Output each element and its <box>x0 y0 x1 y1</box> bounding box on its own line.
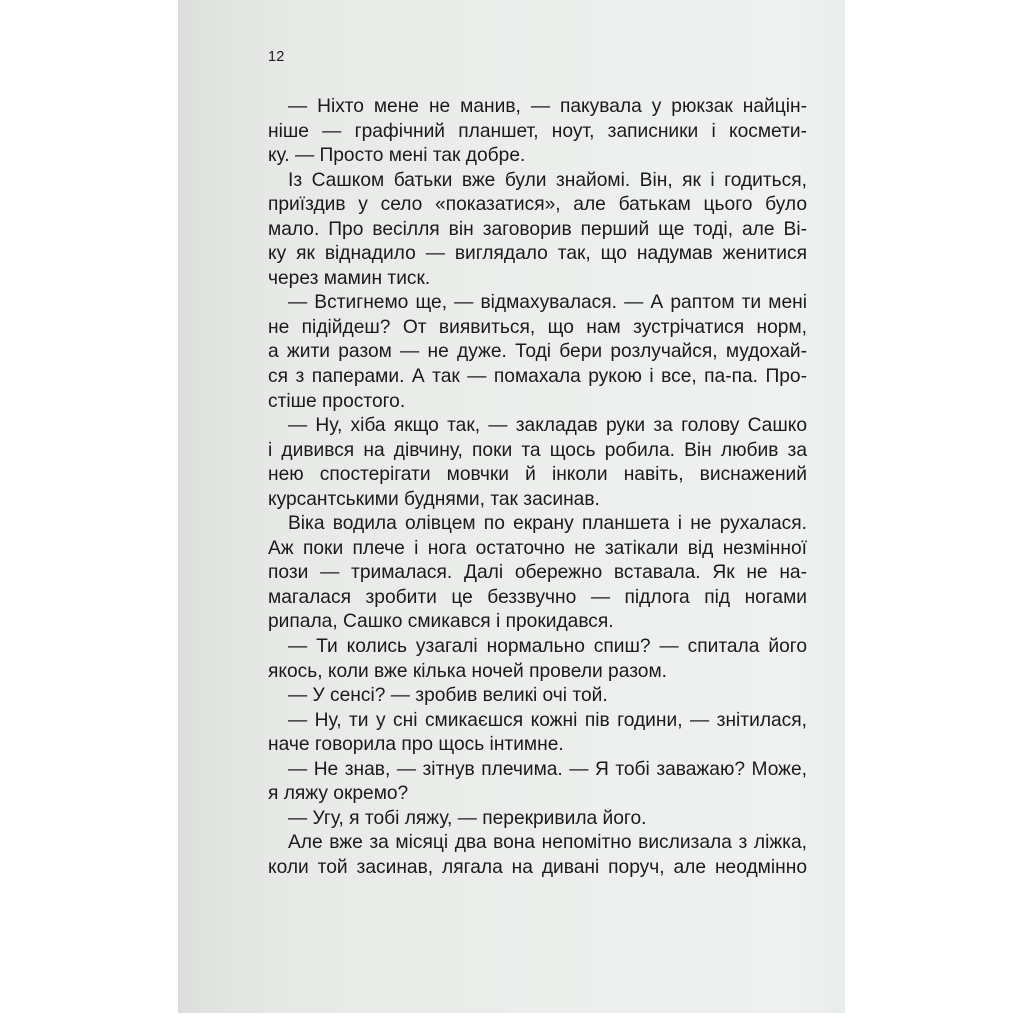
text-line: Віка водила олівцем по екрану планшета і не рухалася. <box>288 513 807 535</box>
text-line: нею спостерігати мовчки й інколи навіть, виснажений <box>268 464 807 486</box>
text-line: наче говорила про щось інтимне. <box>268 734 564 756</box>
text-line: через мамин тиск. <box>268 267 431 289</box>
text-line: а жити разом — не дуже. Тоді бери розлучайся, мудохай- <box>268 341 807 363</box>
text-line: приїздив у село «показатися», але батькам цього було <box>268 194 807 216</box>
text-line: якось, коли вже кілька ночей провели разом. <box>268 660 667 682</box>
text-line: — У сенсі? — зробив великі очі той. <box>288 685 608 707</box>
text-line: — Ніхто мене не манив, — пакувала у рюкзак найцін- <box>288 96 807 117</box>
text-line: — Встигнемо ще, — відмахувалася. — А раптом ти мені <box>288 292 807 314</box>
text-line: ся з паперами. А так — помахала рукою і все, па-па. Про- <box>268 366 807 388</box>
text-line: я ляжу окремо? <box>268 783 409 805</box>
text-line: рипала, Сашко смикався і прокидався. <box>268 611 614 633</box>
text-line: Із Сашком батьки вже були знайомі. Він, як і годиться, <box>288 169 807 191</box>
text-line: — Ну, хіба якщо так, — закладав руки за голову Сашко <box>288 415 807 437</box>
text-line: пози — трималася. Далі обережно вставала. Як не на- <box>268 562 807 584</box>
text-line: мало. Про весілля він заговорив перший ще тоді, але Ві- <box>268 218 807 240</box>
text-line: коли той засинав, лягала на дивані поруч, але неодмінно <box>268 856 807 878</box>
text-line: Аж поки плече і нога остаточно не затікали від незмінної <box>268 537 807 559</box>
text-line: ку. — Просто мені так добре. <box>268 145 526 167</box>
text-line: не підійдеш? От виявиться, що нам зустрічатися норм, <box>268 316 807 338</box>
body-text <box>268 95 807 881</box>
text-line: стіше простого. <box>268 390 406 412</box>
text-line: і дивився на дівчину, поки та щось робила. Він любив за <box>268 439 807 461</box>
text-line: магалася зробити це беззвучно — підлога під ногами <box>268 586 807 608</box>
text-line: — Угу, я тобі ляжу, — перекривила його. <box>288 807 647 829</box>
page-number: 12 <box>268 49 285 65</box>
text-line: — Ну, ти у сні смикаєшся кожні пів години, — знітилася, <box>288 709 807 731</box>
text-line: ку як віднадило — виглядало так, що надумав женитися <box>268 243 807 265</box>
text-line: — Не знав, — зітнув плечима. — Я тобі заважаю? Може, <box>288 758 807 780</box>
text-line: — Ти колись узагалі нормально спиш? — спитала його <box>288 636 807 658</box>
text-line: ніше — графічний планшет, ноут, записники і космети- <box>268 120 807 142</box>
text-line: Але вже за місяці два вона непомітно вислизала з ліжка, <box>288 832 807 854</box>
text-line: курсантськими буднями, так засинав. <box>268 488 600 510</box>
book-page <box>178 0 845 1013</box>
